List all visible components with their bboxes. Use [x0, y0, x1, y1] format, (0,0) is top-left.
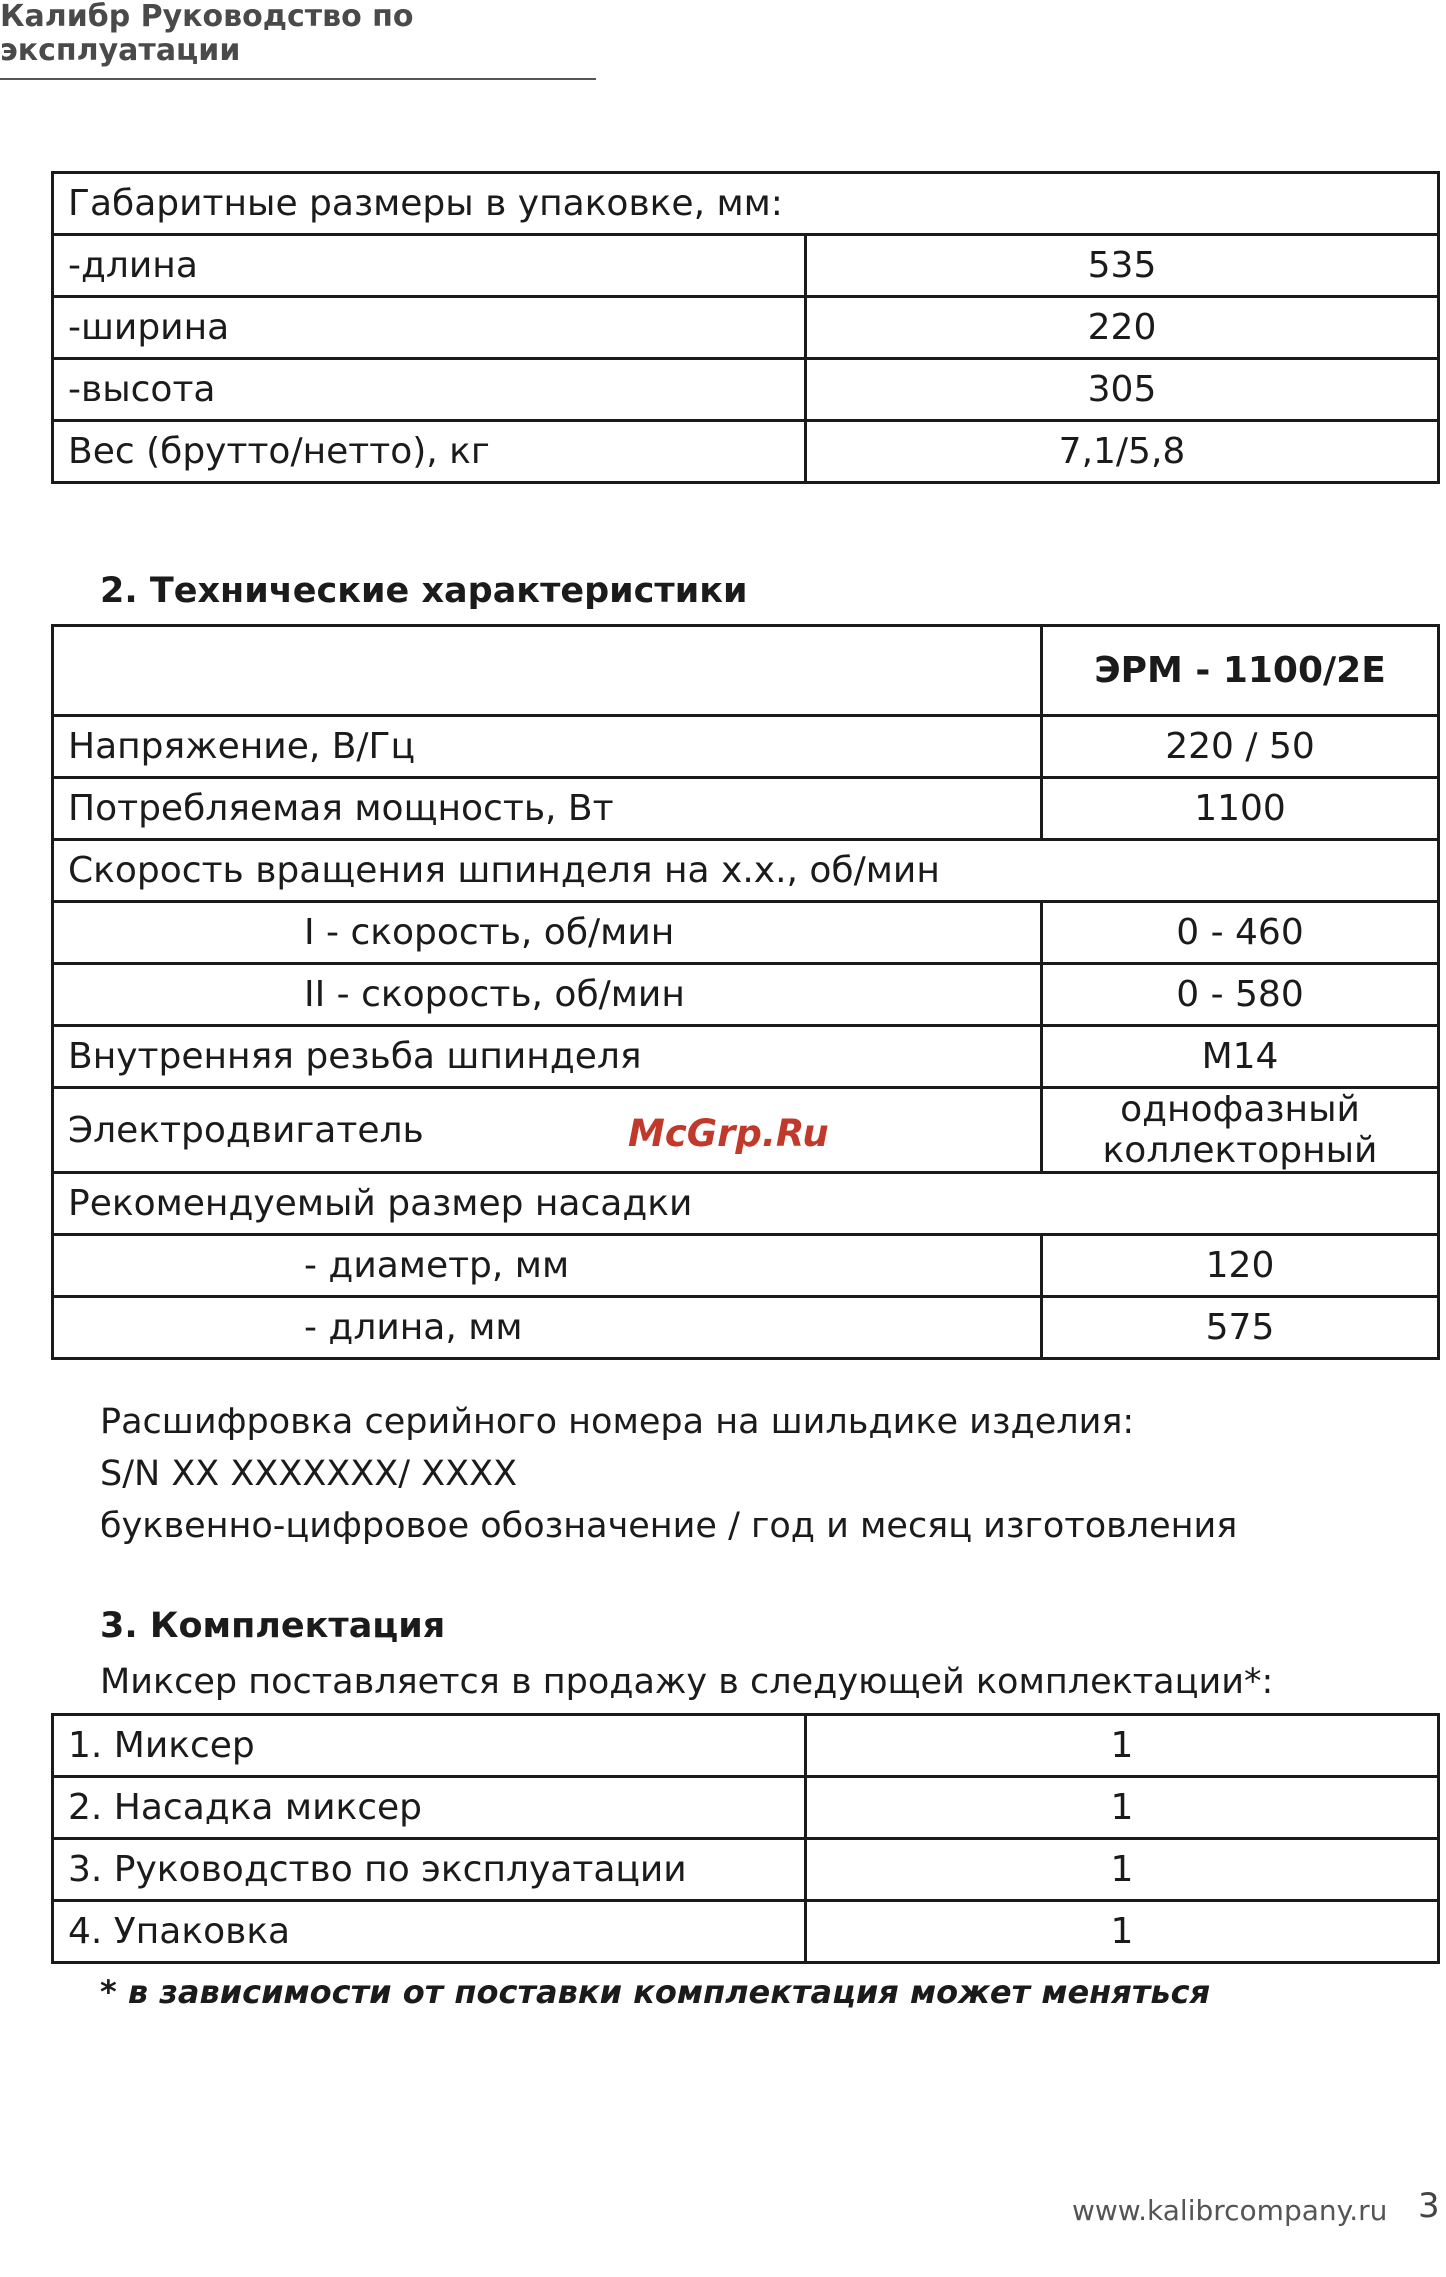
row-label: Потребляемая мощность, Вт: [53, 778, 1042, 840]
row-label: I - скорость, об/мин: [53, 902, 1042, 964]
dimensions-table: [51, 171, 1440, 484]
page-number: 3: [1418, 2186, 1440, 2226]
row-value: 1: [806, 1901, 1439, 1963]
table-row: [53, 1839, 1439, 1901]
row-label: Рекомендуемый размер насадки: [53, 1173, 1439, 1235]
row-value: 535: [806, 235, 1439, 297]
specs-table: [51, 624, 1440, 1360]
row-label: 2. Насадка миксер: [53, 1777, 806, 1839]
row-value: 120: [1042, 1235, 1439, 1297]
row-value: 1100: [1042, 778, 1439, 840]
row-value: 0 - 460: [1042, 902, 1439, 964]
table-row: [53, 297, 1439, 359]
row-label: Внутренняя резьба шпинделя: [53, 1026, 1042, 1088]
row-label: - длина, мм: [53, 1297, 1042, 1359]
row-label: -ширина: [53, 297, 806, 359]
row-value: 305: [806, 359, 1439, 421]
row-label: Напряжение, В/Гц: [53, 716, 1042, 778]
row-value: 220 / 50: [1042, 716, 1439, 778]
kit-note: * в зависимости от поставки комплектация может меняться: [100, 1973, 1211, 2011]
row-label: 4. Упаковка: [53, 1901, 806, 1963]
table-row: [53, 235, 1439, 297]
row-label: Электродвигатель: [53, 1088, 1042, 1173]
row-value: M14: [1042, 1026, 1439, 1088]
row-label: 3. Руководство по эксплуатации: [53, 1839, 806, 1901]
row-value: 575: [1042, 1297, 1439, 1359]
table-row: [53, 1901, 1439, 1963]
serial-explanation: [100, 1396, 1237, 1552]
table-row: [53, 1297, 1439, 1359]
row-label: -высота: [53, 359, 806, 421]
row-value: 220: [806, 297, 1439, 359]
table-row: [53, 359, 1439, 421]
serial-line: буквенно-цифровое обозначение / год и месяц изготовления: [100, 1506, 1238, 1546]
serial-line: Расшифровка серийного номера на шильдике изделия:: [100, 1402, 1135, 1442]
row-value: 1: [806, 1715, 1439, 1777]
row-label: 1. Миксер: [53, 1715, 806, 1777]
footer-url[interactable]: www.kalibrcompany.ru: [1072, 2194, 1388, 2227]
row-value: 7,1/5,8: [806, 421, 1439, 483]
table-row: [53, 840, 1439, 902]
table-row: [53, 1777, 1439, 1839]
table-row: [53, 1235, 1439, 1297]
table-row: [53, 716, 1439, 778]
table-row: [53, 964, 1439, 1026]
row-label: Скорость вращения шпинделя на х.х., об/мин: [53, 840, 1439, 902]
table-row: [53, 778, 1439, 840]
row-label: -длина: [53, 235, 806, 297]
table-row: [53, 626, 1439, 716]
section-title: 3. Комплектация: [100, 1606, 446, 1646]
kit-intro: Миксер поставляется в продажу в следующей комплектации*:: [100, 1662, 1274, 1702]
section-title: 2. Технические характеристики: [100, 571, 748, 611]
row-label: II - скорость, об/мин: [53, 964, 1042, 1026]
model-name: ЭРМ - 1100/2E: [1042, 626, 1439, 716]
empty-cell: [53, 626, 1042, 716]
table-row: [53, 1173, 1439, 1235]
table-row: [53, 902, 1439, 964]
table-row: [53, 1715, 1439, 1777]
row-value: 1: [806, 1777, 1439, 1839]
table-row: [53, 421, 1439, 483]
row-label: Вес (брутто/нетто), кг: [53, 421, 806, 483]
serial-line: S/N XX XXXXXXX/ XXXX: [100, 1454, 518, 1494]
header-title: Калибр Руководство по эксплуатации: [0, 0, 596, 80]
row-label: - диаметр, мм: [53, 1235, 1042, 1297]
table-row: [53, 1026, 1439, 1088]
watermark: McGrp.Ru: [628, 1112, 829, 1155]
row-value: 0 - 580: [1042, 964, 1439, 1026]
row-value: однофазный коллекторный: [1042, 1088, 1439, 1173]
row-value: 1: [806, 1839, 1439, 1901]
kit-table: [51, 1713, 1440, 1964]
dimensions-heading: Габаритные размеры в упаковке, мм:: [53, 173, 1439, 235]
table-row: [53, 173, 1439, 235]
